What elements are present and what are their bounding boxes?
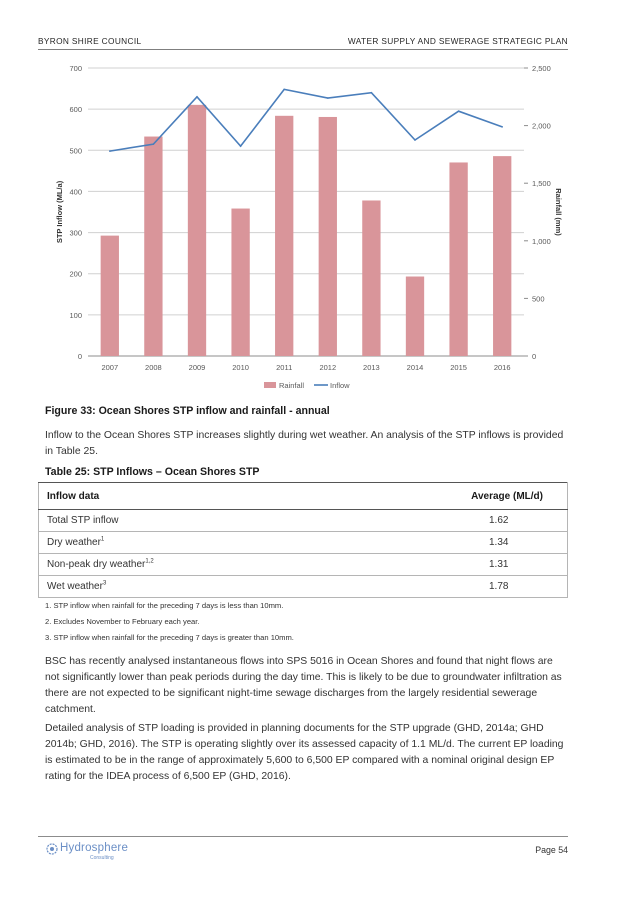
page-header <box>38 36 568 50</box>
row-label: Dry weather <box>47 537 101 548</box>
y-tick-label: 500 <box>69 146 82 156</box>
col-header-inflow: Inflow data <box>39 483 384 510</box>
y2-tick-label: 1,000 <box>532 236 551 246</box>
x-tick-label: 2009 <box>188 363 206 372</box>
logo-subtitle: Consulting <box>90 855 114 861</box>
rainfall-bar <box>319 117 337 356</box>
y-tick-label: 400 <box>69 187 82 197</box>
rainfall-bar <box>493 156 511 356</box>
x-tick-label: 2015 <box>450 363 467 372</box>
table-row <box>39 532 568 554</box>
x-tick-label: 2008 <box>145 363 162 372</box>
table-row <box>39 510 568 532</box>
row-label: Total STP inflow <box>47 515 119 526</box>
row-value: 1.31 <box>489 554 568 576</box>
inflow-point <box>283 89 285 91</box>
y2-tick-label: 2,000 <box>532 121 551 131</box>
y-tick-label: 300 <box>69 228 82 238</box>
x-tick-label: 2014 <box>406 363 424 372</box>
y-tick-label: 100 <box>69 310 82 320</box>
inflow-point <box>458 110 460 112</box>
logo-name: Hydrosphere <box>60 842 129 854</box>
row-footnote-ref: 1 <box>100 536 105 543</box>
figure-caption: Figure 33: Ocean Shores STP inflow and rainfall - annual <box>45 405 330 417</box>
inflow-point <box>414 139 416 141</box>
rainfall-bar <box>188 105 206 356</box>
row-footnote-ref: 3 <box>102 580 107 587</box>
row-spacer-cell <box>383 554 489 576</box>
y2-tick-label: 1,500 <box>532 179 551 189</box>
row-value: 1.78 <box>489 576 568 598</box>
table-title: Table 25: STP Inflows – Ocean Shores STP <box>45 466 260 478</box>
inflow-line <box>110 89 502 151</box>
y-tick-label: 700 <box>69 64 82 73</box>
rainfall-bar <box>406 277 424 356</box>
row-spacer-cell <box>383 576 489 598</box>
inflow-point <box>371 92 373 94</box>
row-value: 1.62 <box>489 510 568 532</box>
x-tick-label: 2013 <box>363 363 380 372</box>
row-value: 1.34 <box>489 532 568 554</box>
table-note-3: 3. STP inflow when rainfall for the preceding 7 days is greater than 10mm. <box>45 633 294 642</box>
inflow-point <box>240 145 242 147</box>
row-label: Wet weather <box>47 581 103 592</box>
rainfall-bar <box>144 137 162 356</box>
legend-inflow-label: Inflow <box>330 381 350 390</box>
x-tick-label: 2016 <box>493 363 511 372</box>
inflow-table <box>38 482 568 598</box>
rainfall-bar <box>362 200 380 356</box>
paragraph-sps-analysis: BSC has recently analysed instantaneous flows into SPS 5016 in Ocean Shores and found that night flows are not significantly lower than peak periods during the day time. This is likely to be due to groundwater infiltration as there are not expected to be significant night-time sewage discharges from the largely residential sewerage catchment. <box>45 656 562 715</box>
header-divider <box>38 49 568 50</box>
table-row <box>39 554 568 576</box>
table-header-row <box>39 483 568 510</box>
x-tick-label: 2010 <box>232 363 249 372</box>
rainfall-bar <box>449 162 467 356</box>
row-label-cell <box>39 510 384 532</box>
paragraph-inflow-intro: Inflow to the Ocean Shores STP increases slightly during wet weather. An analysis of the STP inflows is provided in Table 25. <box>45 430 564 457</box>
rainfall-bar <box>231 209 249 356</box>
inflow-point <box>153 143 155 145</box>
page-number: Page 54 <box>535 845 568 855</box>
row-spacer-cell <box>383 532 489 554</box>
x-tick-label: 2007 <box>101 363 119 372</box>
table-note-1: 1. STP inflow when rainfall for the preceding 7 days is less than 10mm. <box>45 601 284 610</box>
rainfall-bar <box>101 236 119 356</box>
row-label-cell <box>39 576 384 598</box>
x-tick-label: 2011 <box>276 363 293 372</box>
header-left: BYRON SHIRE COUNCIL <box>38 36 142 46</box>
y-axis-title: STP Inflow (ML/a) <box>55 180 64 244</box>
y2-tick-label: 2,500 <box>532 64 551 73</box>
row-spacer-cell <box>383 510 489 532</box>
hydrosphere-logo <box>46 842 156 862</box>
y-tick-label: 600 <box>69 105 82 115</box>
x-tick-label: 2012 <box>319 363 337 372</box>
table-row <box>39 576 568 598</box>
legend-rainfall-label: Rainfall <box>279 381 305 390</box>
y2-axis-title: Rainfall (mm) <box>554 188 563 236</box>
row-label: Non-peak dry weather <box>47 559 146 570</box>
row-footnote-ref: 1,2 <box>145 558 154 565</box>
rainfall-bar <box>275 116 293 356</box>
table-note-2: 2. Excludes November to February each year. <box>45 617 200 626</box>
y-tick-label: 200 <box>69 269 82 279</box>
row-label-cell <box>39 532 384 554</box>
paragraph-stp-loading: Detailed analysis of STP loading is provided in planning documents for the STP upgrade (GHD, 2014a; GHD 2014b; GHD, 2016). The STP is operating slightly over its assessed capacity of 1.1 ML/d. The current EP loading is estimated to be in the range of approximately 5,600 to 6,500 EP compared with a nominal original design EP rating for the IDEA process of 6,500 EP (GHD, 2016). <box>45 723 564 782</box>
header-right: WATER SUPPLY AND SEWERAGE STRATEGIC PLAN <box>347 36 568 46</box>
inflow-rainfall-chart <box>38 58 563 398</box>
footer-divider <box>38 836 568 837</box>
inflow-point <box>327 97 329 99</box>
y-tick-label: 0 <box>77 352 82 361</box>
row-label-cell <box>39 554 384 576</box>
col-header-average: Average (ML/d) <box>383 483 568 510</box>
inflow-point <box>196 96 198 98</box>
inflow-point <box>109 150 111 152</box>
inflow-point <box>501 126 503 128</box>
logo-globe-icon <box>46 843 58 855</box>
y2-tick-label: 0 <box>532 352 537 361</box>
y2-tick-label: 500 <box>532 294 545 304</box>
legend-rainfall-swatch <box>264 382 276 388</box>
